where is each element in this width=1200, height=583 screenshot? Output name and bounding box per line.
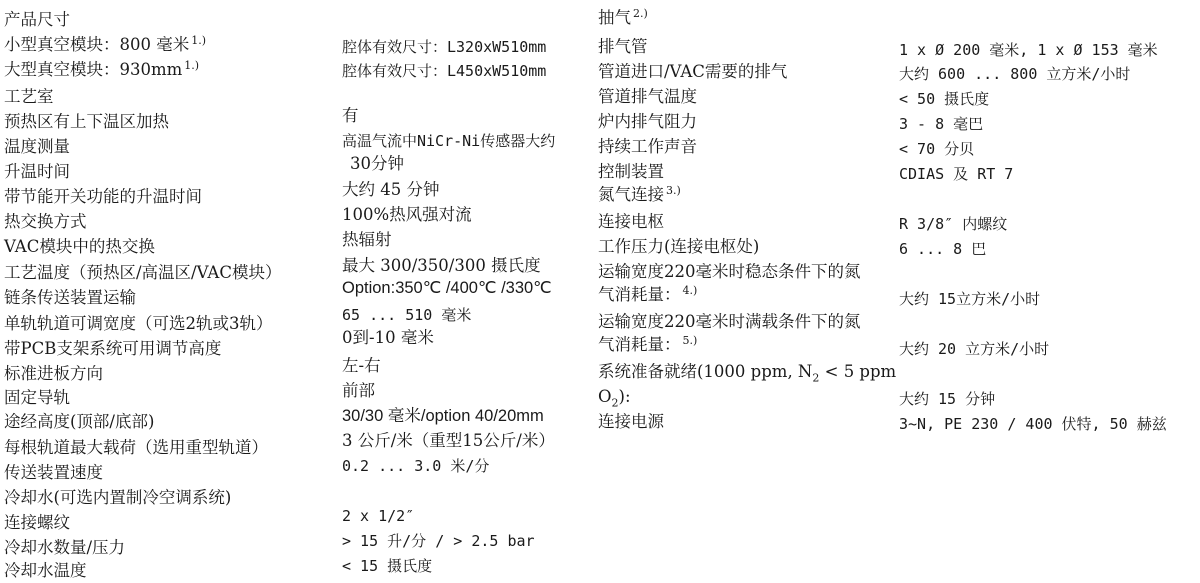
spec-value: < 70 分贝 (899, 140, 975, 158)
spec-label: 固定导轨 (4, 388, 70, 407)
spec-label: 热交换方式 (4, 212, 87, 231)
spec-value: 100%热风强对流 (342, 205, 472, 224)
spec-label: 管道排气温度 (598, 87, 697, 106)
spec-value: CDIAS 及 RT 7 (899, 165, 1014, 183)
spec-label: 带PCB支架系统可用调节高度 (4, 339, 222, 358)
spec-value: < 15 摄氏度 (342, 557, 433, 575)
spec-value: R 3/8″ 内螺纹 (899, 215, 1008, 233)
spec-label: 单轨轨道可调宽度（可选2轨或3轨） (4, 314, 273, 333)
spec-label: 抽气 $^{2.)}$ (598, 6, 648, 27)
spec-value: 30/30 毫米/option 40/20mm (342, 407, 544, 425)
spec-value: 腔体有效尺寸：L320xW510mm (342, 38, 547, 56)
spec-value: 热辐射 (342, 230, 392, 249)
spec-label: 链条传送装置运输 (4, 288, 136, 307)
spec-label: 冷却水温度 (4, 561, 87, 580)
spec-label: 大型真空模块：930mm $^{1.)}$ (4, 58, 200, 79)
spec-label: 标准进板方向 (4, 364, 103, 383)
spec-label: 产品尺寸 (4, 10, 70, 29)
spec-label: 升温时间 (4, 162, 70, 181)
spec-label: 工作压力(连接电枢处) (598, 237, 760, 256)
spec-value: > 15 升/分 / > 2.5 bar (342, 532, 535, 550)
spec-label: 小型真空模块：800 毫米 $^{1.)}$ (4, 33, 207, 54)
spec-value: 3~N, PE 230 / 400 伏特, 50 赫兹 (899, 415, 1167, 433)
spec-label: 预热区有上下温区加热 (4, 112, 169, 131)
spec-label: 带节能开关功能的升温时间 (4, 187, 202, 206)
spec-column-3 (598, 0, 897, 581)
spec-label: 每根轨道最大载荷（选用重型轨道） (4, 438, 268, 457)
spec-label: 连接电枢 (598, 212, 664, 231)
spec-value: 大约 45 分钟 (342, 180, 440, 199)
spec-label: 工艺温度（预热区/高温区/VAC模块） (4, 263, 282, 282)
spec-value: 0到-10 毫米 (342, 328, 434, 347)
spec-label: $O_2$): (598, 387, 631, 410)
spec-label: 运输宽度220毫米时满载条件下的氮 (598, 312, 861, 331)
spec-value: 3 - 8 毫巴 (899, 115, 984, 133)
spec-label: 传送装置速度 (4, 463, 103, 482)
spec-label: 连接电源 (598, 412, 664, 431)
spec-value: < 50 摄氏度 (899, 90, 990, 108)
spec-value: 大约 20 立方米/小时 (899, 340, 1050, 358)
spec-label: VAC模块中的热交换 (4, 237, 155, 256)
spec-label: 工艺室 (4, 87, 54, 106)
spec-label: 排气管 (598, 37, 648, 56)
spec-value: 大约 15 分钟 (899, 390, 996, 408)
spec-label: 气消耗量： $^{5.)}$ (598, 333, 698, 354)
spec-value: 前部 (342, 381, 375, 400)
spec-label: 炉内排气阻力 (598, 112, 697, 131)
spec-column-4 (899, 0, 1197, 581)
spec-label: 持续工作声音 (598, 137, 697, 156)
spec-value: 30分钟 (350, 154, 404, 173)
spec-value: Option:350℃ /400℃ /330℃ (342, 279, 552, 297)
spec-value: 大约 15立方米/小时 (899, 290, 1041, 308)
spec-value: 6 ... 8 巴 (899, 240, 987, 258)
spec-label: 途经高度(顶部/底部) (4, 412, 155, 431)
spec-label: 气消耗量： $^{4.)}$ (598, 283, 698, 304)
spec-value: 2 x 1/2″ (342, 507, 415, 525)
spec-label: 管道进口/VAC需要的排气 (598, 62, 788, 81)
spec-value: 左-右 (342, 356, 381, 375)
spec-label: 冷却水(可选内置制冷空调系统) (4, 488, 232, 507)
spec-value: 高温气流中NiCr-Ni传感器大约 (342, 132, 556, 150)
spec-value: 大约 600 ... 800 立方米/小时 (899, 65, 1131, 83)
spec-value: 65 ... 510 毫米 (342, 306, 472, 324)
spec-label: 连接螺纹 (4, 513, 70, 532)
spec-label: 氮气连接 $^{3.)}$ (598, 183, 681, 204)
spec-label: 系统准备就绪(1000 ppm, $N_2 < 5$ ppm (598, 362, 897, 385)
spec-value: 有 (342, 106, 359, 125)
spec-value: 1 x Ø 200 毫米, 1 x Ø 153 毫米 (899, 41, 1158, 59)
spec-label: 温度测量 (4, 137, 70, 156)
spec-value: 最大 300/350/300 摄氏度 (342, 256, 541, 275)
spec-label: 冷却水数量/压力 (4, 538, 126, 557)
spec-column-2 (342, 0, 592, 581)
spec-column-1 (4, 0, 334, 581)
spec-label: 运输宽度220毫米时稳态条件下的氮 (598, 262, 861, 281)
spec-value: 3 公斤/米（重型15公斤/米） (342, 431, 555, 450)
spec-label: 控制装置 (598, 162, 664, 181)
spec-value: 0.2 ... 3.0 米/分 (342, 457, 490, 475)
spec-value: 腔体有效尺寸：L450xW510mm (342, 62, 547, 80)
